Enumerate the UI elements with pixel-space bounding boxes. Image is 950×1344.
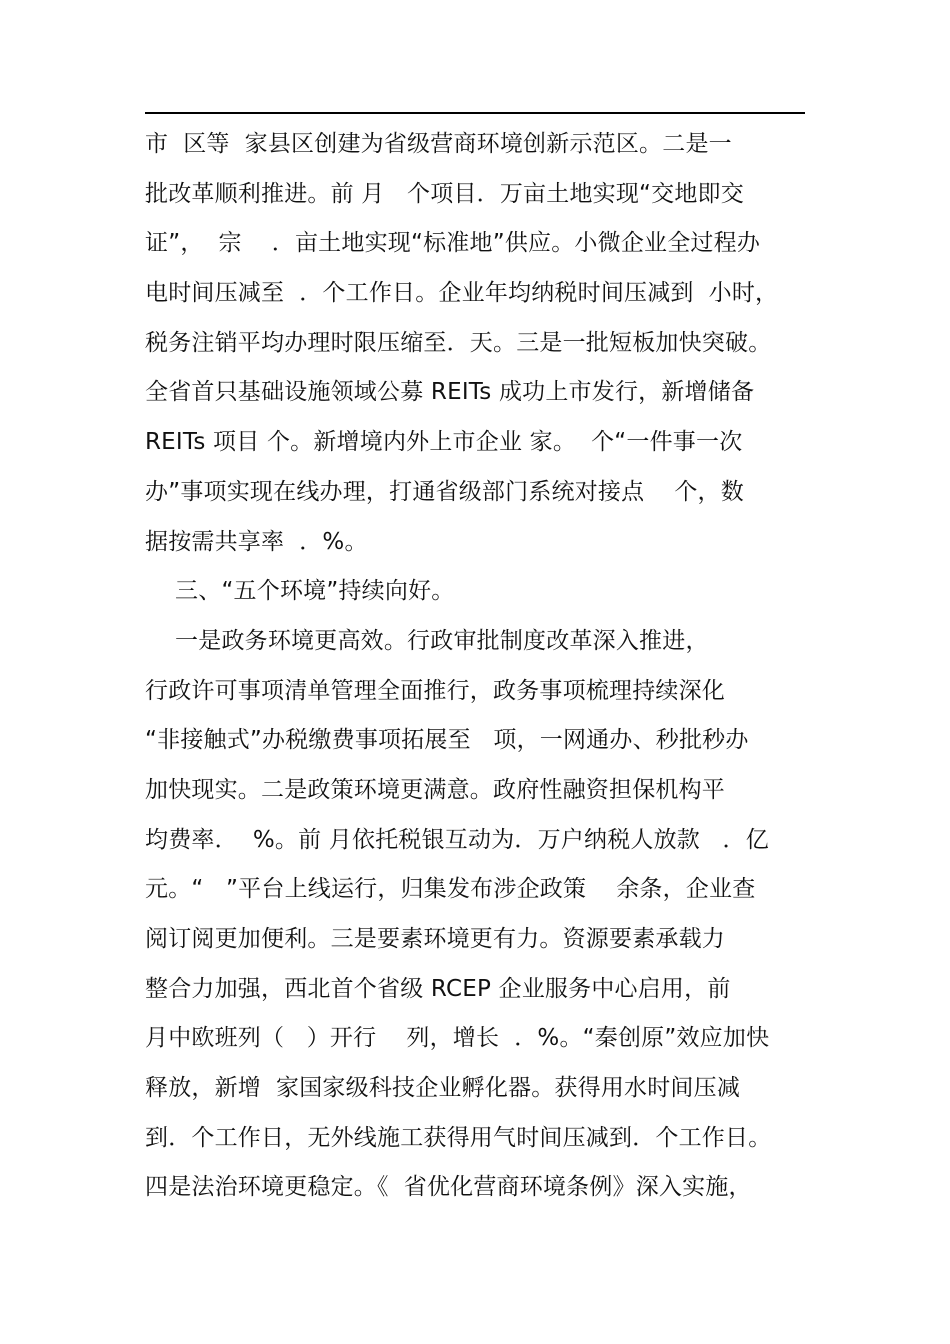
text-line: 加快现实。二是政策环境更满意。政府性融资担保机构平: [145, 776, 725, 803]
text-line: “非接触式”办税缴费事项拓展至 项，一网通办、秒批秒办: [145, 727, 749, 754]
header-rule: [145, 112, 805, 114]
text-line: 到．个工作日，无外线施工获得用气时间压减到．个工作日。: [145, 1124, 772, 1151]
text-line: 办”事项实现在线办理，打通省级部门系统对接点 个，数: [145, 478, 744, 505]
text-line: 全省首只基础设施领域公募 REITs 成功上市发行，新增储备: [145, 379, 755, 406]
section-heading: 三、“五个环境”持续向好。: [145, 578, 455, 605]
text-line: 批改革顺利推进。前 月 个项目．万亩土地实现“交地即交: [145, 180, 744, 207]
text-line: 市 区等 家县区创建为省级营商环境创新示范区。二是一: [145, 131, 732, 157]
text-line: 均费率． %。前 月依托税银互动为．万户纳税人放款 ．亿: [145, 826, 769, 853]
text-line: 月中欧班列（ ）开行 列，增长 ．%。“秦创原”效应加快: [145, 1025, 770, 1052]
text-line: 释放，新增 家国家级科技企业孵化器。获得用水时间压减: [145, 1075, 741, 1102]
text-line: 整合力加强，西北首个省级 RCEP 企业服务中心启用，前: [145, 975, 731, 1002]
text-line: 阅订阅更加便利。三是要素环境更有力。资源要素承载力: [145, 926, 725, 952]
paragraph-start-line: 一是政务环境更高效。行政审批制度改革深入推进，: [145, 627, 709, 654]
document-body: [145, 120, 835, 1213]
text-line: 电时间压减至 ．个工作日。企业年均纳税时间压减到 小时，: [145, 280, 779, 307]
text-line: 证”， 宗 ．亩土地实现“标准地”供应。小微企业全过程办: [145, 230, 761, 257]
text-line: 税务注销平均办理时限压缩至．天。三是一批短板加快突破。: [145, 329, 772, 356]
text-line: 据按需共享率 ．%。: [145, 528, 368, 555]
text-line: 四是法治环境更稳定。《 省优化营商环境条例》深入实施，: [145, 1174, 752, 1201]
text-line: 行政许可事项清单管理全面推行，政务事项梳理持续深化: [145, 677, 725, 704]
text-line: 元。“ ”平台上线运行，归集发布涉企政策 余条，企业查: [145, 876, 756, 903]
text-line: REITs 项目 个。新增境内外上市企业 家。 个“一件事一次: [145, 429, 743, 456]
